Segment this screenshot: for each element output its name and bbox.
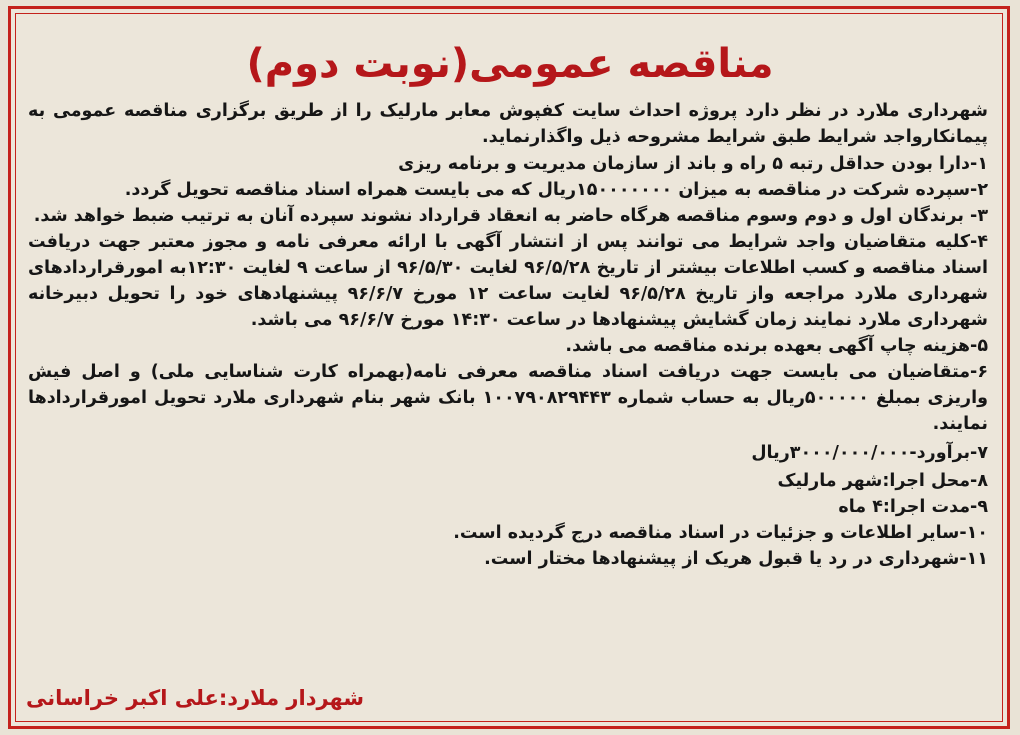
condition-item-1: ۱-دارا بودن حداقل رتبه ۵ راه و باند از سازمان مدیریت و برنامه ریزی [398,154,988,174]
condition-item-4: ۴-کلیه متقاضیان واجد شرایط می توانند پس از انتشار آگهی با ارائه معرفی نامه و مجوز معتبر جهت دریافت اسناد مناقصه و کسب اطلاعات بیشتر از تاریخ ۹۶/۵/۲۸ لغایت ۹۶/۵/۳۰ از ساعت ۹ لغایت ۱۲:۳۰به امورقراردادهای شهرداری ملارد مراجعه واز تاریخ ۹۶/۵/۲۸ لغایت ساعت ۱۲ مورخ ۹۶/۶/۷ پیشنهادهای خود را تحویل دبیرخانه شهرداری ملارد نمایند زمان گشایش پیشنهادها در ساعت ۱۴:۳۰ مورخ ۹۶/۶/۷ می باشد. [28,232,988,330]
condition-item-2: ۲-سپرده شرکت در مناقصه به میزان ۱۵۰۰۰۰۰۰۰ریال که می بایست همراه اسناد مناقصه تحویل گردد. [124,180,988,200]
condition-item-10: ۱۰-سایر اطلاعات و جزئیات در اسناد مناقصه درج گردیده است. [453,523,988,543]
ad-body [28,98,988,572]
condition-item-5: ۵-هزینه چاپ آگهی بعهده برنده مناقصه می باشد. [565,336,988,356]
ad-title: مناقصه عمومی(نوبت دوم) [246,41,774,87]
condition-item-9: ۹-مدت اجرا:۴ ماه [838,497,988,517]
mayor-signature: شهردار ملارد:علی اکبر خراسانی [26,686,365,710]
condition-item-3: ۳- برندگان اول و دوم وسوم مناقصه هرگاه حاضر به انعقاد قرارداد نشوند سپرده آنان به ترتیب ضبط خواهد شد. [33,206,988,226]
condition-item-6: ۶-متقاضیان می بایست جهت دریافت اسناد مناقصه معرفی نامه(بهمراه کارت شناسایی ملی) و اصل فیش واریزی بمبلغ ۵۰۰۰۰۰ریال به حساب شماره ۱۰۰۷۹۰۸۲۹۴۴۳ بانک شهر بنام شهرداری ملارد تحویل امورقراردادها نمایند. [28,362,988,434]
condition-item-11: ۱۱-شهرداری در رد یا قبول هریک از پیشنهادها مختار است. [484,549,988,569]
condition-item-8: ۸-محل اجرا:شهر مارلیک [777,471,988,491]
intro-paragraph: شهرداری ملارد در نظر دارد پروژه احداث سایت کفپوش معابر مارلیک را از طریق برگزاری مناقصه عمومی به پیمانکارواجد شرایط طبق شرایط مشروحه ذیل واگذارنماید. [28,101,988,147]
condition-item-7: ۷-برآورد-۳۰۰۰/۰۰۰/۰۰۰ریال [751,443,988,463]
